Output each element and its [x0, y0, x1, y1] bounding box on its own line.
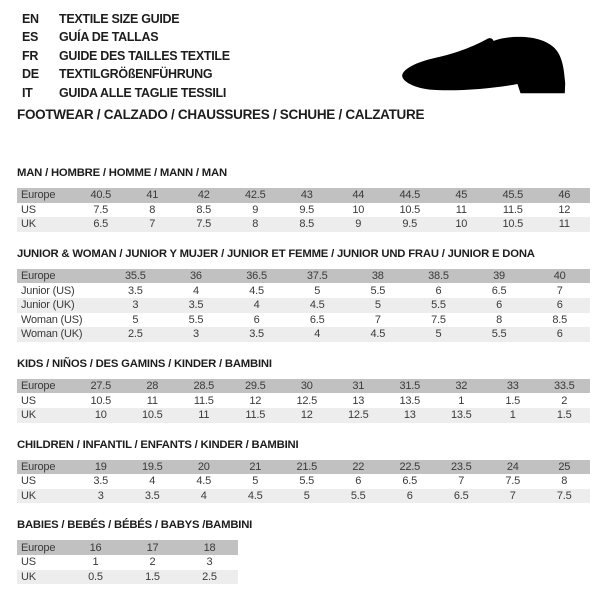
- size-value-cell: 8: [230, 217, 282, 232]
- size-value-cell: 6.5: [469, 283, 530, 298]
- size-value-cell: 38: [348, 268, 409, 283]
- size-value-cell: 2: [539, 393, 591, 408]
- table-row: [17, 313, 590, 328]
- size-value-cell: 6: [333, 474, 385, 489]
- size-value-cell: 3: [105, 298, 166, 313]
- size-value-cell: 40.5: [75, 188, 127, 203]
- size-value-cell: 6.5: [75, 217, 127, 232]
- size-value-cell: 6: [529, 327, 590, 342]
- size-value-cell: 5.5: [166, 313, 227, 328]
- size-value-cell: 6: [408, 283, 469, 298]
- size-value-cell: 3: [166, 327, 227, 342]
- size-value-cell: 31: [333, 378, 385, 393]
- language-row: [22, 86, 230, 104]
- table-row: [17, 459, 590, 474]
- table-row: [17, 393, 590, 408]
- size-value-cell: 11: [127, 393, 179, 408]
- size-tables: [17, 168, 590, 600]
- size-value-cell: 9: [230, 203, 282, 218]
- size-value-cell: 10.5: [384, 203, 436, 218]
- size-value-cell: 28: [127, 378, 179, 393]
- size-table-section-man: [17, 168, 590, 232]
- size-value-cell: 33.5: [539, 378, 591, 393]
- size-value-cell: 10.5: [75, 393, 127, 408]
- language-row: [22, 67, 230, 85]
- size-value-cell: 2: [124, 555, 181, 570]
- size-table-man: [17, 187, 590, 232]
- row-label-cell: Woman (UK): [17, 327, 105, 342]
- size-value-cell: 8: [127, 203, 179, 218]
- size-value-cell: 2.5: [105, 327, 166, 342]
- table-row: [17, 327, 590, 342]
- size-value-cell: 5: [230, 474, 282, 489]
- size-value-cell: 7: [348, 313, 409, 328]
- size-value-cell: 1.5: [487, 393, 539, 408]
- size-value-cell: 42.5: [230, 188, 282, 203]
- size-value-cell: 44.5: [384, 188, 436, 203]
- size-value-cell: 11.5: [487, 203, 539, 218]
- size-value-cell: 2.5: [181, 570, 238, 585]
- size-value-cell: 12: [539, 203, 591, 218]
- size-value-cell: 4.5: [287, 298, 348, 313]
- size-value-cell: 5: [348, 298, 409, 313]
- size-value-cell: 1.5: [539, 408, 591, 423]
- size-value-cell: 7: [127, 217, 179, 232]
- size-value-cell: 7.5: [75, 203, 127, 218]
- language-code: EN: [22, 12, 39, 26]
- size-value-cell: 7.5: [178, 217, 230, 232]
- size-value-cell: 11: [539, 217, 591, 232]
- size-table-babies: [17, 539, 238, 584]
- size-value-cell: 5.5: [333, 489, 385, 504]
- size-value-cell: 7: [529, 283, 590, 298]
- row-label-cell: Junior (UK): [17, 298, 105, 313]
- size-value-cell: 8: [539, 474, 591, 489]
- size-value-cell: 3: [181, 555, 238, 570]
- shoe-icon: [399, 36, 569, 94]
- size-value-cell: 25: [539, 459, 591, 474]
- table-row: [17, 217, 590, 232]
- row-label-cell: Europe: [17, 378, 75, 393]
- size-value-cell: 9: [333, 217, 385, 232]
- language-row: [22, 30, 230, 48]
- size-value-cell: 10: [333, 203, 385, 218]
- row-label-cell: Europe: [17, 540, 67, 555]
- size-value-cell: 4.5: [226, 283, 287, 298]
- row-label-cell: Europe: [17, 268, 105, 283]
- size-value-cell: 19.5: [127, 459, 179, 474]
- size-table-section-babies: [17, 520, 590, 584]
- size-value-cell: 45: [436, 188, 488, 203]
- row-label-cell: UK: [17, 217, 75, 232]
- size-value-cell: 4: [178, 489, 230, 504]
- size-value-cell: 5: [281, 489, 333, 504]
- table-row: [17, 298, 590, 313]
- table-row: [17, 570, 238, 585]
- size-value-cell: 9.5: [384, 217, 436, 232]
- size-value-cell: 40: [529, 268, 590, 283]
- size-value-cell: 12.5: [281, 393, 333, 408]
- size-value-cell: 8.5: [281, 217, 333, 232]
- size-value-cell: 3.5: [226, 327, 287, 342]
- size-table-section-children: [17, 440, 590, 504]
- size-value-cell: 6: [384, 489, 436, 504]
- size-value-cell: 7.5: [539, 489, 591, 504]
- size-value-cell: 20: [178, 459, 230, 474]
- size-value-cell: 12: [281, 408, 333, 423]
- size-value-cell: 1: [67, 555, 124, 570]
- size-value-cell: 7.5: [487, 474, 539, 489]
- size-value-cell: 6: [226, 313, 287, 328]
- size-value-cell: 27.5: [75, 378, 127, 393]
- table-row: [17, 489, 590, 504]
- language-code: IT: [22, 85, 33, 100]
- size-value-cell: 1.5: [124, 570, 181, 585]
- size-value-cell: 29.5: [230, 378, 282, 393]
- size-value-cell: 18: [181, 540, 238, 555]
- table-row: [17, 555, 238, 570]
- size-value-cell: 33: [487, 378, 539, 393]
- size-value-cell: 10: [75, 408, 127, 423]
- size-value-cell: 4.5: [230, 489, 282, 504]
- language-code: ES: [22, 30, 39, 45]
- size-value-cell: 4: [127, 474, 179, 489]
- table-row: [17, 203, 590, 218]
- size-value-cell: 7: [436, 474, 488, 489]
- size-value-cell: 13: [384, 408, 436, 423]
- size-value-cell: 13.5: [384, 393, 436, 408]
- size-value-cell: 5.5: [469, 327, 530, 342]
- size-value-cell: 4: [226, 298, 287, 313]
- size-value-cell: 36: [166, 268, 227, 283]
- size-table-section-junior-woman: [17, 249, 590, 342]
- size-value-cell: 10.5: [487, 217, 539, 232]
- size-value-cell: 3.5: [75, 474, 127, 489]
- size-value-cell: 38.5: [408, 268, 469, 283]
- size-value-cell: 5.5: [348, 283, 409, 298]
- size-value-cell: 23.5: [436, 459, 488, 474]
- size-value-cell: 6.5: [287, 313, 348, 328]
- size-value-cell: 9.5: [281, 203, 333, 218]
- row-label-cell: UK: [17, 570, 67, 585]
- size-value-cell: 6: [529, 298, 590, 313]
- size-value-cell: 3: [75, 489, 127, 504]
- row-label-cell: US: [17, 474, 75, 489]
- size-value-cell: 4: [166, 283, 227, 298]
- size-value-cell: 6: [469, 298, 530, 313]
- language-list: [22, 12, 230, 104]
- size-value-cell: 35.5: [105, 268, 166, 283]
- size-value-cell: 1: [436, 393, 488, 408]
- size-value-cell: 24: [487, 459, 539, 474]
- language-row: [22, 12, 230, 30]
- size-value-cell: 3.5: [127, 489, 179, 504]
- size-value-cell: 12: [230, 393, 282, 408]
- size-value-cell: 5: [105, 313, 166, 328]
- language-title: TEXTILE SIZE GUIDE: [59, 12, 180, 26]
- section-title: CHILDREN / INFANTIL / ENFANTS / KINDER / BAMBINI: [17, 438, 299, 451]
- row-label-cell: UK: [17, 489, 75, 504]
- size-value-cell: 7.5: [408, 313, 469, 328]
- table-row: [17, 378, 590, 393]
- size-value-cell: 28.5: [178, 378, 230, 393]
- size-value-cell: 22.5: [384, 459, 436, 474]
- section-title: BABIES / BEBÉS / BÉBÉS / BABYS /BAMBINI: [17, 519, 253, 532]
- table-row: [17, 408, 590, 423]
- size-table-junior-woman: [17, 268, 590, 342]
- size-value-cell: 37.5: [287, 268, 348, 283]
- row-label-cell: Woman (US): [17, 313, 105, 328]
- size-value-cell: 44: [333, 188, 385, 203]
- size-value-cell: 6.5: [384, 474, 436, 489]
- language-code: DE: [22, 67, 39, 82]
- size-value-cell: 1: [487, 408, 539, 423]
- size-value-cell: 6.5: [436, 489, 488, 504]
- section-title: MAN / HOMBRE / HOMME / MANN / MAN: [17, 167, 227, 179]
- size-table-section-kids: [17, 359, 590, 423]
- size-value-cell: 5: [408, 327, 469, 342]
- row-label-cell: Europe: [17, 188, 75, 203]
- language-title: GUIDA ALLE TAGLIE TESSILI: [59, 85, 227, 100]
- size-value-cell: 11.5: [230, 408, 282, 423]
- size-table-children: [17, 459, 590, 504]
- size-value-cell: 5.5: [408, 298, 469, 313]
- row-label-cell: US: [17, 555, 67, 570]
- row-label-cell: UK: [17, 408, 75, 423]
- size-value-cell: 36.5: [226, 268, 287, 283]
- size-table-kids: [17, 378, 590, 423]
- size-value-cell: 5: [287, 283, 348, 298]
- row-label-cell: Junior (US): [17, 283, 105, 298]
- size-value-cell: 8.5: [178, 203, 230, 218]
- size-value-cell: 31.5: [384, 378, 436, 393]
- size-value-cell: 5.5: [281, 474, 333, 489]
- language-title: GUÍA DE TALLAS: [59, 30, 159, 45]
- table-row: [17, 188, 590, 203]
- size-value-cell: 11: [436, 203, 488, 218]
- size-value-cell: 39: [469, 268, 530, 283]
- table-row: [17, 268, 590, 283]
- table-row: [17, 283, 590, 298]
- row-label-cell: US: [17, 393, 75, 408]
- section-title: KIDS / NIÑOS / DES GAMINS / KINDER / BAMBINI: [17, 357, 272, 370]
- size-value-cell: 22: [333, 459, 385, 474]
- size-value-cell: 8: [469, 313, 530, 328]
- size-value-cell: 17: [124, 540, 181, 555]
- size-value-cell: 11: [178, 408, 230, 423]
- size-value-cell: 13: [333, 393, 385, 408]
- size-value-cell: 4: [287, 327, 348, 342]
- size-value-cell: 42: [178, 188, 230, 203]
- size-value-cell: 8.5: [529, 313, 590, 328]
- size-value-cell: 21: [230, 459, 282, 474]
- row-label-cell: Europe: [17, 459, 75, 474]
- section-title: JUNIOR & WOMAN / JUNIOR Y MUJER / JUNIOR ET FEMME / JUNIOR UND FRAU / JUNIOR E DONA: [17, 247, 535, 260]
- size-value-cell: 10: [436, 217, 488, 232]
- size-value-cell: 19: [75, 459, 127, 474]
- size-value-cell: 11.5: [178, 393, 230, 408]
- size-value-cell: 41: [127, 188, 179, 203]
- size-value-cell: 30: [281, 378, 333, 393]
- size-value-cell: 10.5: [127, 408, 179, 423]
- size-value-cell: 21.5: [281, 459, 333, 474]
- category-title: FOOTWEAR / CALZADO / CHAUSSURES / SCHUHE / CALZATURE: [17, 107, 425, 122]
- size-value-cell: 32: [436, 378, 488, 393]
- size-value-cell: 4.5: [348, 327, 409, 342]
- size-value-cell: 12.5: [333, 408, 385, 423]
- table-row: [17, 540, 238, 555]
- row-label-cell: US: [17, 203, 75, 218]
- size-value-cell: 45.5: [487, 188, 539, 203]
- size-value-cell: 0.5: [67, 570, 124, 585]
- size-value-cell: 7: [487, 489, 539, 504]
- size-value-cell: 13.5: [436, 408, 488, 423]
- language-row: [22, 49, 230, 67]
- language-title: GUIDE DES TAILLES TEXTILE: [59, 48, 230, 63]
- size-value-cell: 4.5: [178, 474, 230, 489]
- size-value-cell: 43: [281, 188, 333, 203]
- language-title: TEXTILGRÖßENFÜHRUNG: [59, 67, 213, 82]
- size-value-cell: 16: [67, 540, 124, 555]
- size-value-cell: 3.5: [166, 298, 227, 313]
- language-code: FR: [22, 48, 39, 63]
- table-row: [17, 474, 590, 489]
- size-value-cell: 46: [539, 188, 591, 203]
- size-value-cell: 3.5: [105, 283, 166, 298]
